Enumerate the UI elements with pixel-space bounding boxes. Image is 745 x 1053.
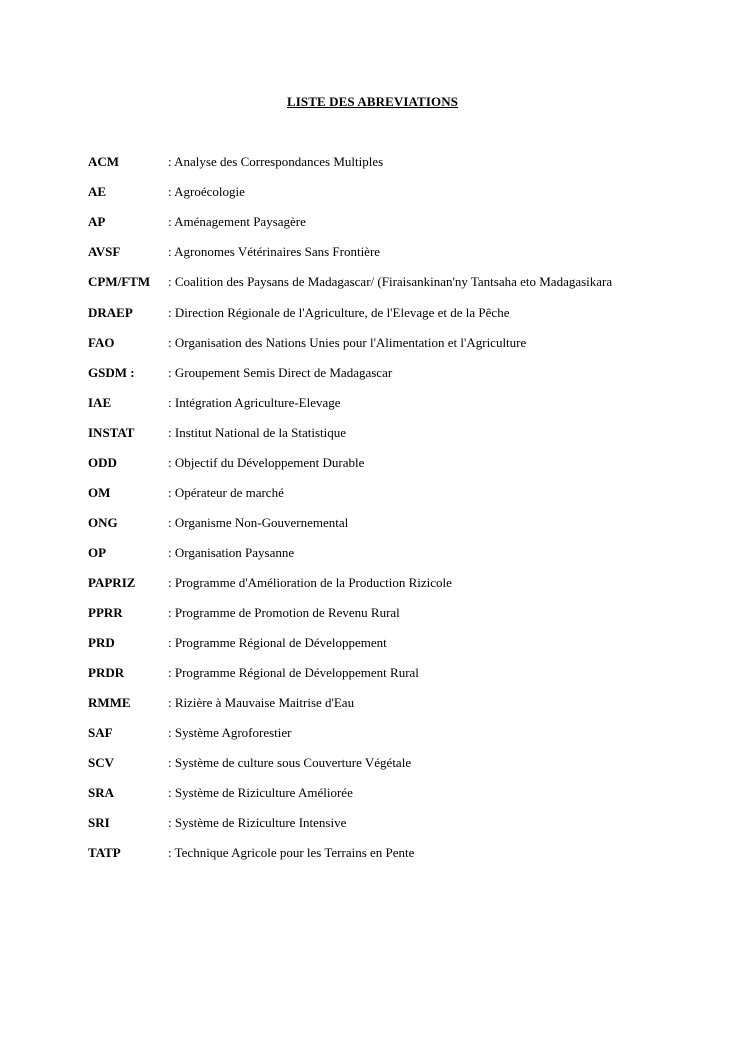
abbreviation-term: PRD xyxy=(88,635,115,650)
abbreviation-term: AVSF xyxy=(88,244,121,259)
abbreviation-row xyxy=(88,603,633,623)
abbreviation-definition: : Rizière à Mauvaise Maitrise d'Eau xyxy=(168,695,355,710)
abbreviation-row xyxy=(88,152,633,172)
abbreviation-term: IAE xyxy=(88,395,112,410)
abbreviation-row xyxy=(88,212,633,232)
abbreviation-definition: : Aménagement Paysagère xyxy=(168,214,306,229)
abbreviation-term: FAO xyxy=(88,335,115,350)
abbreviation-definition: : Objectif du Développement Durable xyxy=(168,455,365,470)
abbreviation-row xyxy=(88,843,633,863)
abbreviation-row xyxy=(88,723,633,743)
abbreviation-row xyxy=(88,303,633,323)
abbreviation-term: RMME xyxy=(88,695,131,710)
abbreviation-definition: : Groupement Semis Direct de Madagascar xyxy=(168,365,393,380)
abbreviation-term: CPM/FTM xyxy=(88,274,151,289)
abbreviation-term: GSDM : xyxy=(88,365,135,380)
abbreviation-definition: : Intégration Agriculture-Elevage xyxy=(168,395,341,410)
abbreviation-row xyxy=(88,393,633,413)
abbreviation-definition: : Système de Riziculture Améliorée xyxy=(168,785,353,800)
page-title: LISTE DES ABREVIATIONS xyxy=(286,94,459,109)
abbreviation-definition: : Programme Régional de Développement xyxy=(168,635,387,650)
abbreviation-row xyxy=(88,182,633,202)
abbreviation-row xyxy=(88,573,633,593)
abbreviation-row xyxy=(88,333,633,353)
abbreviation-row xyxy=(88,272,633,293)
abbreviation-term: SCV xyxy=(88,755,115,770)
abbreviation-row xyxy=(88,543,633,563)
abbreviation-term: PPRR xyxy=(88,605,123,620)
abbreviation-definition: : Programme d'Amélioration de la Production Rizicole xyxy=(168,575,452,590)
abbreviation-definition: : Institut National de la Statistique xyxy=(168,425,347,440)
abbreviation-row xyxy=(88,483,633,503)
abbreviation-term: AE xyxy=(88,184,107,199)
abbreviation-list xyxy=(88,152,633,873)
abbreviation-term: ACM xyxy=(88,154,120,169)
abbreviation-definition: : Programme Régional de Développement Rural xyxy=(168,665,419,680)
abbreviation-term: OM xyxy=(88,485,111,500)
abbreviation-definition: : Organisme Non-Gouvernemental xyxy=(168,515,349,530)
abbreviation-definition: : Technique Agricole pour les Terrains en Pente xyxy=(168,845,415,860)
abbreviation-term: OP xyxy=(88,545,107,560)
abbreviation-row xyxy=(88,753,633,773)
abbreviation-definition: : Organisation Paysanne xyxy=(168,545,295,560)
abbreviation-row xyxy=(88,513,633,533)
abbreviation-term: SAF xyxy=(88,725,113,740)
abbreviation-row xyxy=(88,633,633,653)
abbreviation-definition: : Organisation des Nations Unies pour l'Alimentation et l'Agriculture xyxy=(168,335,527,350)
abbreviation-definition: : Coalition des Paysans de Madagascar/ (Firaisankinan'ny Tantsaha eto Madagasikara xyxy=(168,274,613,289)
abbreviation-row xyxy=(88,663,633,683)
abbreviation-term: AP xyxy=(88,214,106,229)
abbreviation-definition: : Système de culture sous Couverture Végétale xyxy=(168,755,412,770)
abbreviation-definition: : Système de Riziculture Intensive xyxy=(168,815,347,830)
abbreviation-term: INSTAT xyxy=(88,425,135,440)
abbreviation-term: ONG xyxy=(88,515,118,530)
abbreviation-row xyxy=(88,813,633,833)
abbreviation-definition: : Programme de Promotion de Revenu Rural xyxy=(168,605,400,620)
abbreviation-term: DRAEP xyxy=(88,305,133,320)
abbreviation-term: SRA xyxy=(88,785,115,800)
abbreviation-definition: : Direction Régionale de l'Agriculture, de l'Elevage et de la Pêche xyxy=(168,305,510,320)
abbreviation-definition: : Agronomes Vétérinaires Sans Frontière xyxy=(168,244,381,259)
abbreviation-definition: : Système Agroforestier xyxy=(168,725,292,740)
abbreviation-term: PAPRIZ xyxy=(88,575,136,590)
abbreviation-row xyxy=(88,693,633,713)
abbreviation-definition: : Agroécologie xyxy=(168,184,245,199)
abbreviation-row xyxy=(88,242,633,262)
abbreviation-row xyxy=(88,363,633,383)
abbreviation-term: TATP xyxy=(88,845,121,860)
abbreviation-term: ODD xyxy=(88,455,117,470)
abbreviation-definition: : Opérateur de marché xyxy=(168,485,284,500)
abbreviation-term: SRI xyxy=(88,815,110,830)
abbreviation-term: PRDR xyxy=(88,665,125,680)
abbreviation-definition: : Analyse des Correspondances Multiples xyxy=(168,154,384,169)
abbreviation-row xyxy=(88,423,633,443)
abbreviation-row xyxy=(88,783,633,803)
abbreviation-row xyxy=(88,453,633,473)
